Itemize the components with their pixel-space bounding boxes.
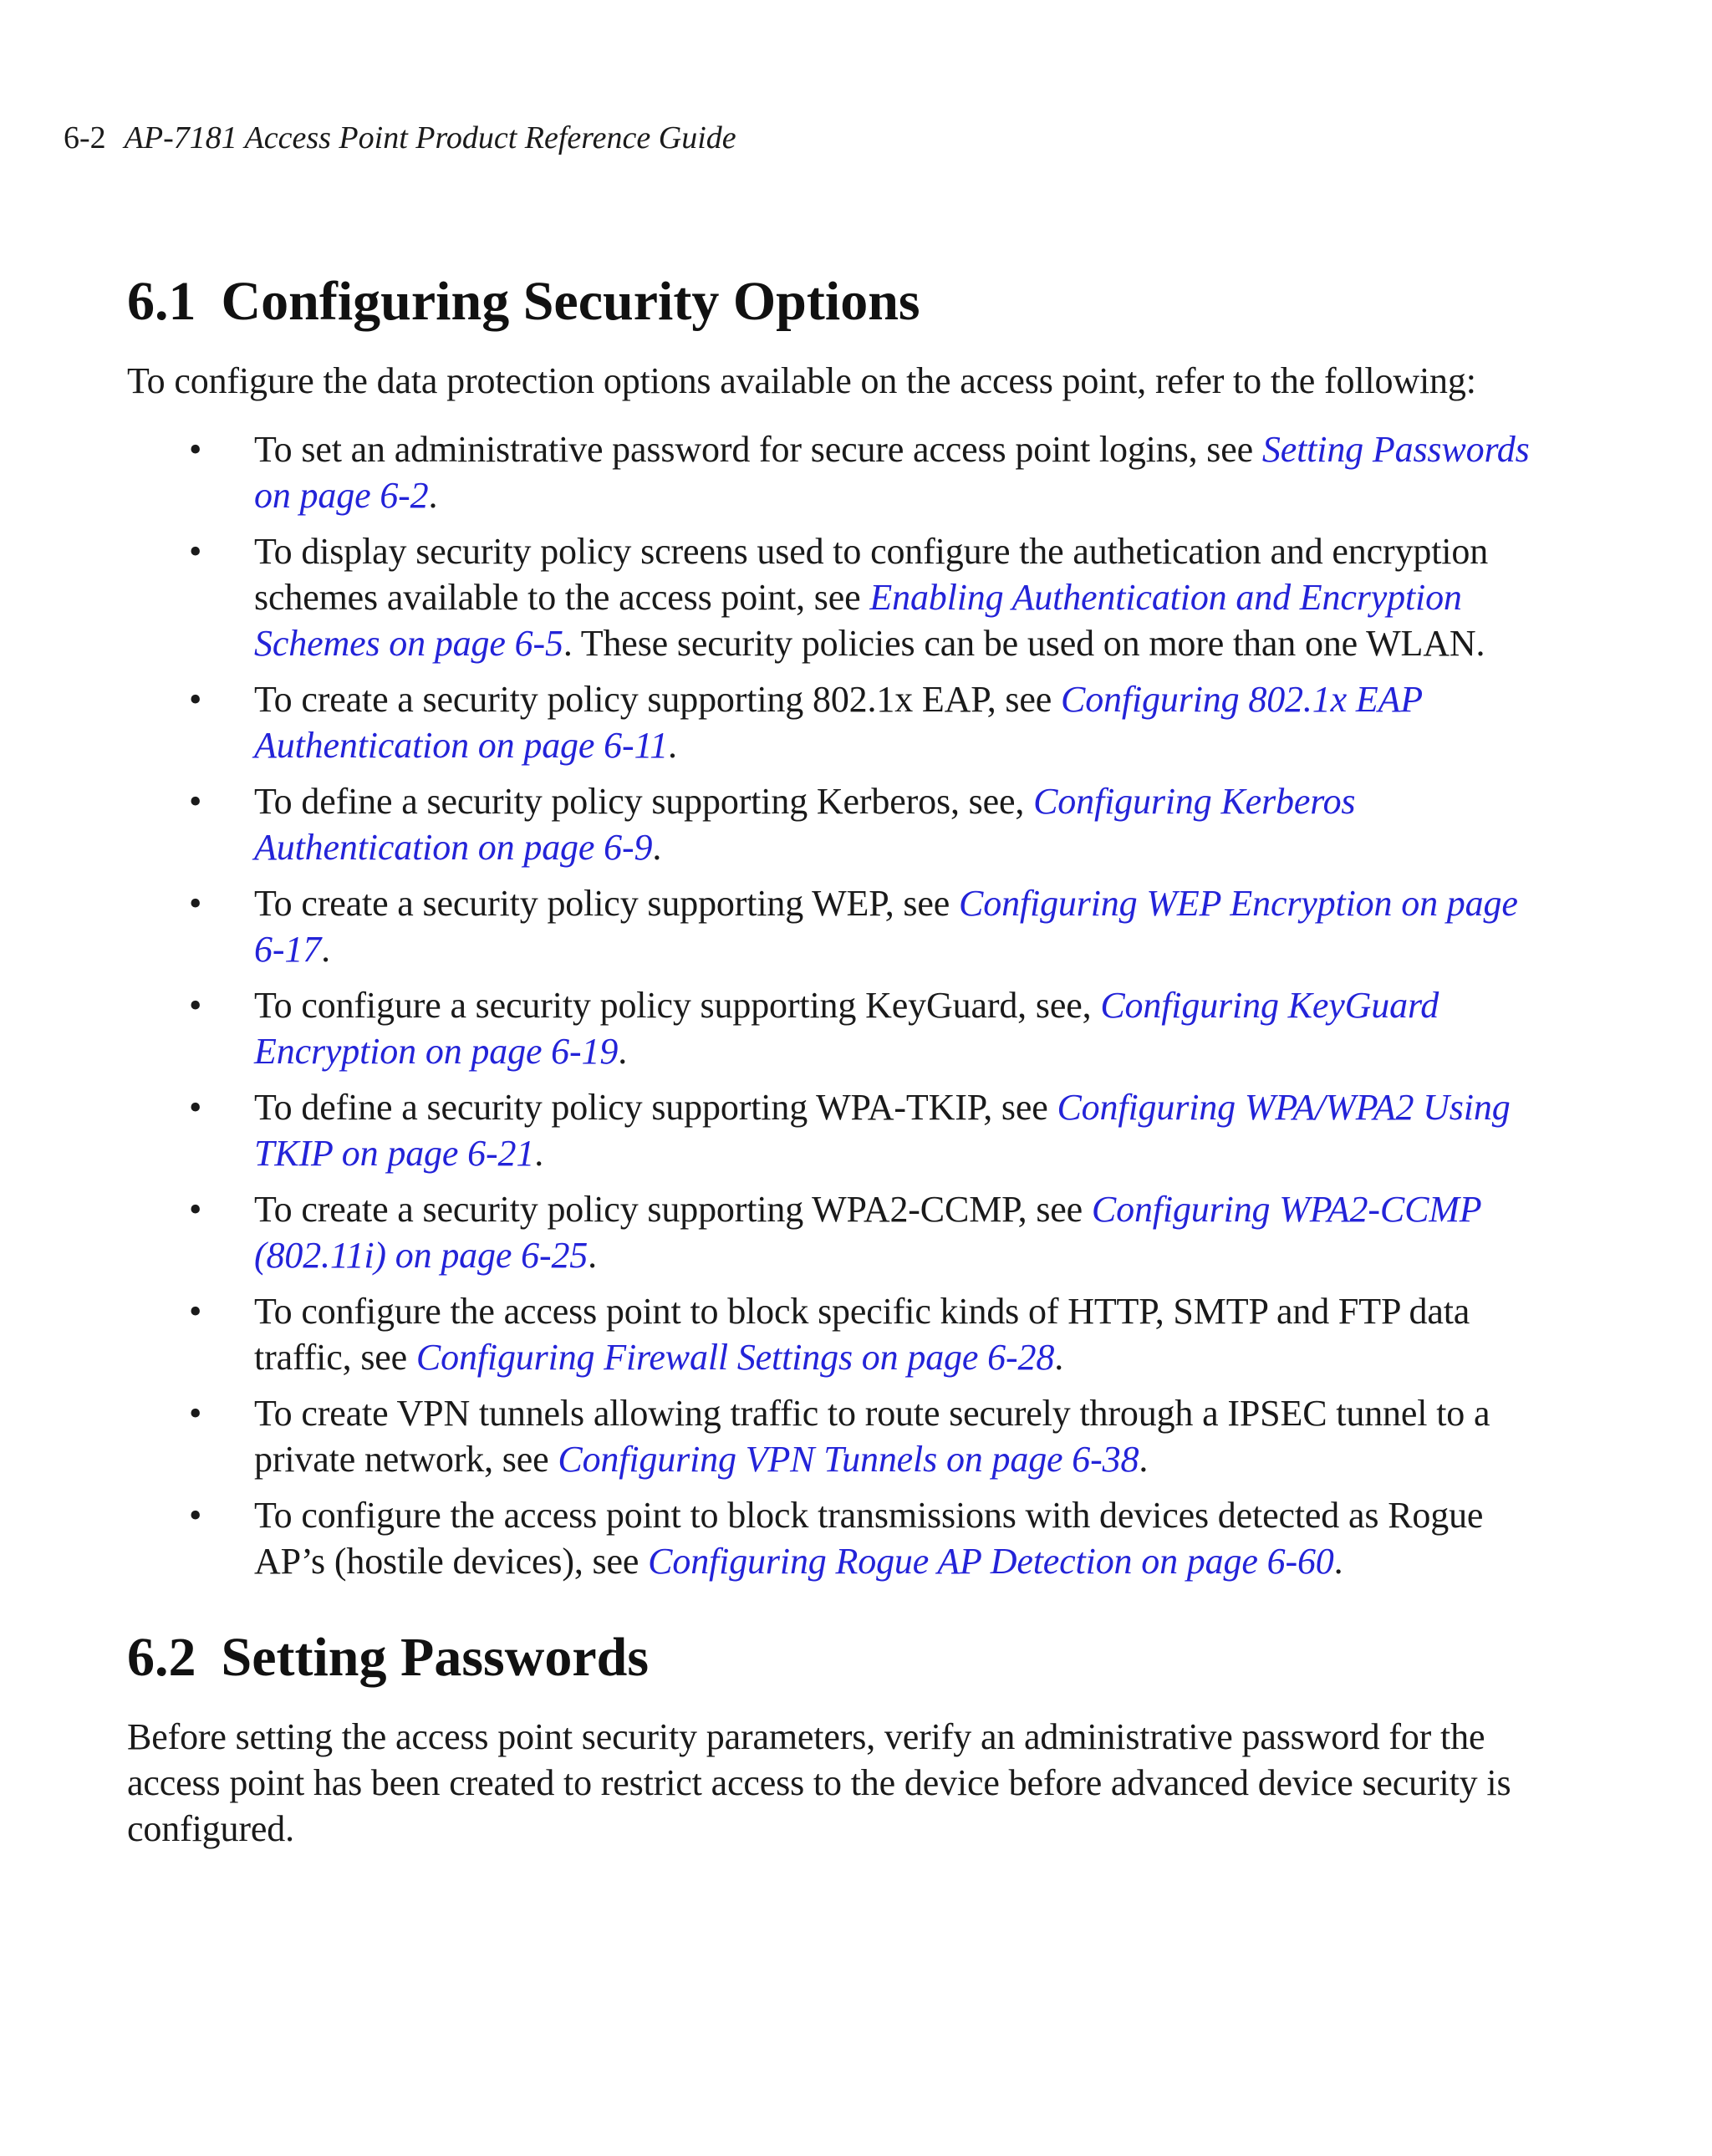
bullet: • — [189, 883, 202, 924]
bullet: • — [189, 781, 202, 822]
section-number: 6.2 — [127, 1627, 196, 1688]
item-text: To display security policy screens used to configure the authetication and encryption schemes available to the access point, see — [254, 531, 1489, 618]
xref-link[interactable]: Enabling Authentication and Encryption Schemes on page 6-5 — [254, 577, 1462, 664]
bullet: • — [189, 1189, 202, 1230]
page-header — [64, 117, 736, 159]
item-text: To create a security policy supporting 802.1x EAP, see — [254, 679, 1061, 720]
item-text: To configure a security policy supporting KeyGuard, see, — [254, 985, 1101, 1026]
list-item — [189, 982, 1531, 1074]
xref-link[interactable]: Configuring Rogue AP Detection on page 6-60 — [648, 1541, 1334, 1582]
xref-link[interactable]: Configuring Kerberos Authentication on page 6-9 — [254, 781, 1356, 868]
item-text: To set an administrative password for secure access point logins, see — [254, 429, 1262, 470]
xref-link[interactable]: Configuring VPN Tunnels on page 6-38 — [558, 1439, 1139, 1480]
list-item — [189, 1084, 1531, 1176]
security-options-list — [127, 426, 1531, 1584]
bullet: • — [189, 429, 202, 470]
item-text: To configure the access point to block transmissions with devices detected as Rogue AP’s (hostile devices), see — [254, 1495, 1484, 1582]
xref-link[interactable]: Configuring WPA/WPA2 Using TKIP on page 6-21 — [254, 1087, 1511, 1174]
item-text-end: . — [667, 725, 677, 766]
bullet: • — [189, 1393, 202, 1434]
item-text-end: . — [321, 929, 330, 970]
section-body: Before setting the access point security parameters, verify an administrative password for the access point has been created to restrict access to the device before advanced device security is configured. — [127, 1716, 1511, 1849]
xref-link[interactable]: Configuring KeyGuard Encryption on page 6-19 — [254, 985, 1439, 1072]
list-item — [189, 1186, 1531, 1278]
xref-link[interactable]: Setting Passwords on page 6-2 — [254, 429, 1530, 516]
item-text: To create a security policy supporting WEP, see — [254, 883, 960, 924]
item-text-end: . — [652, 827, 662, 868]
item-text-end: . — [618, 1031, 628, 1072]
guide-title: AP-7181 Access Point Product Reference Guide — [124, 120, 736, 155]
xref-link[interactable]: Configuring Firewall Settings on page 6-28 — [415, 1337, 1055, 1378]
bullet: • — [189, 1495, 202, 1536]
section-number: 6.1 — [127, 271, 196, 332]
xref-link[interactable]: Configuring 802.1x EAP Authentication on page 6-11 — [254, 679, 1423, 766]
list-item — [189, 880, 1531, 972]
list-item — [189, 676, 1531, 768]
section-intro: To configure the data protection options available on the access point, refer to the following: — [127, 360, 1476, 401]
xref-link[interactable]: Configuring WEP Encryption on page 6-17 — [254, 883, 1518, 970]
item-text-end: . — [534, 1133, 544, 1174]
item-text: To create a security policy supporting WPA2-CCMP, see — [254, 1189, 1092, 1230]
item-text: To define a security policy supporting Kerberos, see, — [254, 781, 1034, 822]
bullet: • — [189, 985, 202, 1026]
item-text-end: . — [1054, 1337, 1064, 1378]
section-heading-security-options — [127, 266, 1531, 338]
bullet: • — [189, 1291, 202, 1332]
list-item — [189, 1390, 1531, 1482]
item-text-end: . — [588, 1235, 598, 1276]
bullet: • — [189, 531, 202, 572]
item-text-end: . These security policies can be used on more than one WLAN. — [563, 623, 1485, 664]
list-item — [189, 426, 1531, 518]
page-content — [127, 266, 1531, 1852]
item-text-end: . — [428, 475, 438, 516]
item-text: To create VPN tunnels allowing traffic to route securely through a IPSEC tunnel to a private network, see — [254, 1393, 1490, 1480]
item-text-end: . — [1139, 1439, 1149, 1480]
bullet: • — [189, 679, 202, 720]
section-title: Setting Passwords — [221, 1627, 650, 1688]
section-heading-setting-passwords — [127, 1622, 1531, 1694]
item-text-end: . — [1333, 1541, 1343, 1582]
bullet: • — [189, 1087, 202, 1128]
list-item — [189, 528, 1531, 666]
section-title: Configuring Security Options — [221, 271, 920, 332]
page-number: 6-2 — [64, 120, 106, 155]
list-item — [189, 778, 1531, 870]
list-item — [189, 1492, 1531, 1584]
item-text: To configure the access point to block specific kinds of HTTP, SMTP and FTP data traffic, see — [254, 1291, 1470, 1378]
xref-link[interactable]: Configuring WPA2-CCMP (802.11i) on page 6-25 — [254, 1189, 1481, 1276]
list-item — [189, 1288, 1531, 1380]
item-text: To define a security policy supporting WPA-TKIP, see — [254, 1087, 1057, 1128]
